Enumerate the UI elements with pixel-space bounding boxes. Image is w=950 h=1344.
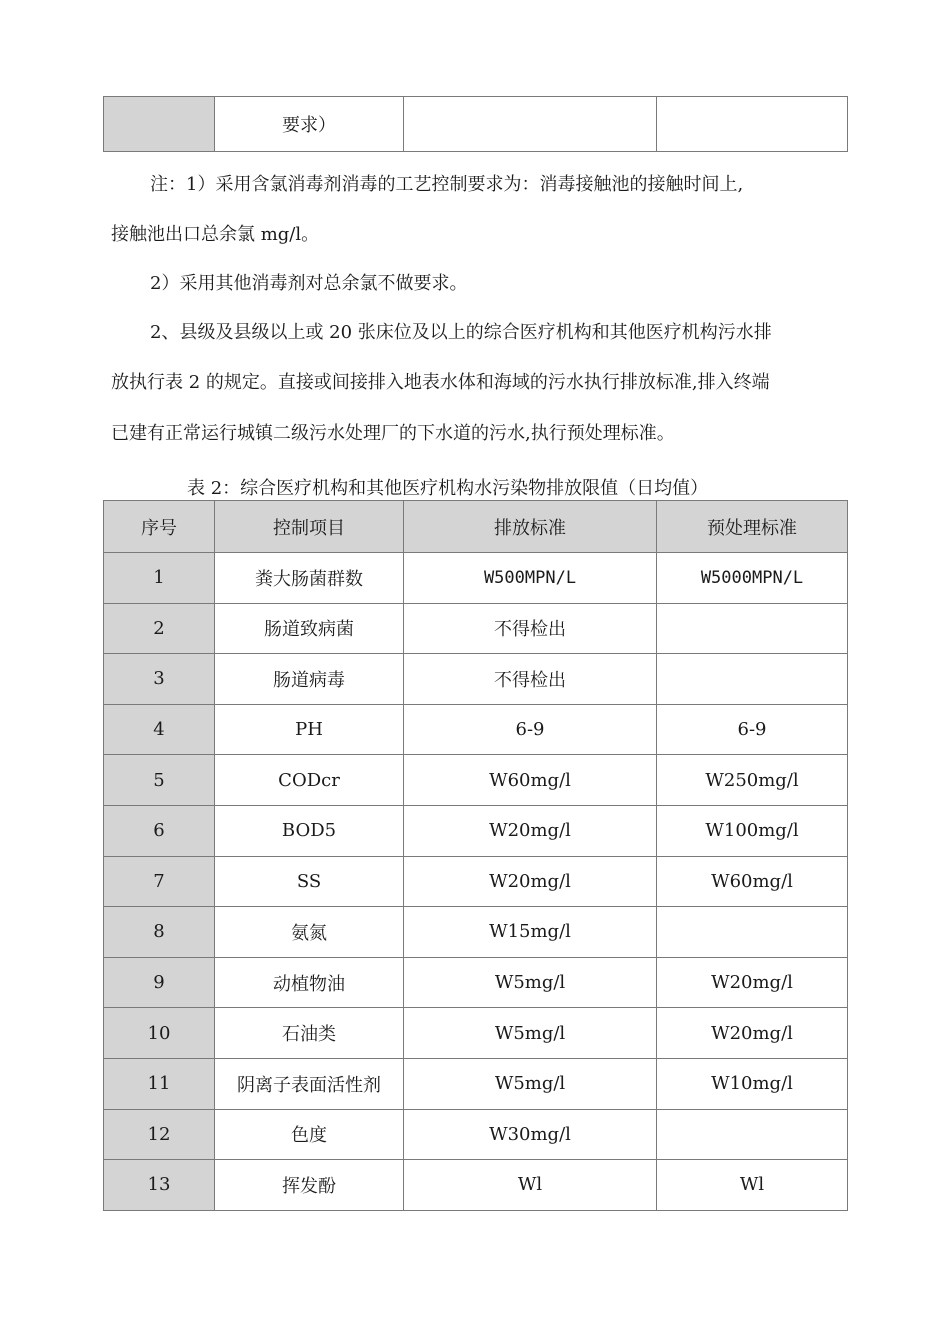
table-row <box>104 97 848 152</box>
row-standard: W500MPN/L <box>404 553 657 604</box>
note-line-3: 2）采用其他消毒剂对总余氯不做要求。 <box>150 273 468 294</box>
row-standard: W5mg/l <box>404 1058 657 1109</box>
table-header-row <box>104 501 848 553</box>
row-item: PH <box>215 704 404 755</box>
row-pretreatment: W20mg/l <box>657 1008 848 1059</box>
note-line-1: 注：1）采用含氯消毒剂消毒的工艺控制要求为：消毒接触池的接触时间上, <box>150 174 744 195</box>
table-cell-standard <box>404 97 657 152</box>
row-pretreatment: W20mg/l <box>657 957 848 1008</box>
row-index: 4 <box>104 704 215 755</box>
paragraph-line-2: 放执行表 2 的规定。直接或间接排入地表水体和海域的污水执行排放标准,排入终端 <box>111 372 770 393</box>
row-index: 7 <box>104 856 215 907</box>
row-standard: W15mg/l <box>404 907 657 958</box>
row-index: 3 <box>104 654 215 705</box>
row-index: 1 <box>104 553 215 604</box>
row-pretreatment: W10mg/l <box>657 1058 848 1109</box>
row-pretreatment: W250mg/l <box>657 755 848 806</box>
row-index: 9 <box>104 957 215 1008</box>
row-pretreatment: Wl <box>657 1160 848 1211</box>
row-index: 5 <box>104 755 215 806</box>
row-index: 12 <box>104 1109 215 1160</box>
row-pretreatment: W60mg/l <box>657 856 848 907</box>
header-pretreatment: 预处理标准 <box>657 501 848 553</box>
table-row <box>104 1058 848 1109</box>
row-standard: W30mg/l <box>404 1109 657 1160</box>
table-row <box>104 654 848 705</box>
table-cell-index <box>104 97 215 152</box>
top-table-fragment <box>103 96 848 152</box>
paragraph-line-3: 已建有正常运行城镇二级污水处理厂的下水道的污水,执行预处理标准。 <box>111 423 675 444</box>
header-index: 序号 <box>104 501 215 553</box>
table-row <box>104 603 848 654</box>
emission-limits-table <box>103 500 848 1211</box>
row-standard: W5mg/l <box>404 957 657 1008</box>
row-item: CODcr <box>215 755 404 806</box>
row-index: 8 <box>104 907 215 958</box>
row-item: 石油类 <box>215 1008 404 1059</box>
row-item: 挥发酚 <box>215 1160 404 1211</box>
table-cell-pretreatment <box>657 97 848 152</box>
table-row <box>104 805 848 856</box>
row-item: SS <box>215 856 404 907</box>
table-row <box>104 856 848 907</box>
row-index: 10 <box>104 1008 215 1059</box>
row-item: 阴离子表面活性剂 <box>215 1058 404 1109</box>
row-standard: W20mg/l <box>404 856 657 907</box>
row-standard: W5mg/l <box>404 1008 657 1059</box>
table-row <box>104 755 848 806</box>
row-pretreatment: W100mg/l <box>657 805 848 856</box>
row-item: 色度 <box>215 1109 404 1160</box>
row-pretreatment <box>657 1109 848 1160</box>
header-standard: 排放标准 <box>404 501 657 553</box>
row-item: 肠道致病菌 <box>215 603 404 654</box>
table-row <box>104 704 848 755</box>
table-cell-item: 要求） <box>215 97 404 152</box>
table-row <box>104 1008 848 1059</box>
row-standard: 6-9 <box>404 704 657 755</box>
table-row <box>104 1109 848 1160</box>
row-standard: 不得检出 <box>404 603 657 654</box>
row-standard: W60mg/l <box>404 755 657 806</box>
row-item: 粪大肠菌群数 <box>215 553 404 604</box>
row-item: 肠道病毒 <box>215 654 404 705</box>
row-pretreatment: 6-9 <box>657 704 848 755</box>
row-index: 13 <box>104 1160 215 1211</box>
row-standard: Wl <box>404 1160 657 1211</box>
row-index: 11 <box>104 1058 215 1109</box>
note-line-2: 接触池出口总余氯 mg/l。 <box>111 224 320 245</box>
row-index: 6 <box>104 805 215 856</box>
row-item: BOD5 <box>215 805 404 856</box>
row-pretreatment <box>657 603 848 654</box>
paragraph-line-1: 2、县级及县级以上或 20 张床位及以上的综合医疗机构和其他医疗机构污水排 <box>150 322 772 343</box>
table-caption: 表 2：综合医疗机构和其他医疗机构水污染物排放限值（日均值） <box>187 478 709 499</box>
row-index: 2 <box>104 603 215 654</box>
row-standard: 不得检出 <box>404 654 657 705</box>
table-row <box>104 907 848 958</box>
table-row <box>104 1160 848 1211</box>
row-pretreatment <box>657 654 848 705</box>
header-item: 控制项目 <box>215 501 404 553</box>
row-item: 动植物油 <box>215 957 404 1008</box>
row-pretreatment <box>657 907 848 958</box>
row-standard: W20mg/l <box>404 805 657 856</box>
row-item: 氨氮 <box>215 907 404 958</box>
table-row <box>104 957 848 1008</box>
row-pretreatment: W5000MPN/L <box>657 553 848 604</box>
table-row <box>104 553 848 604</box>
